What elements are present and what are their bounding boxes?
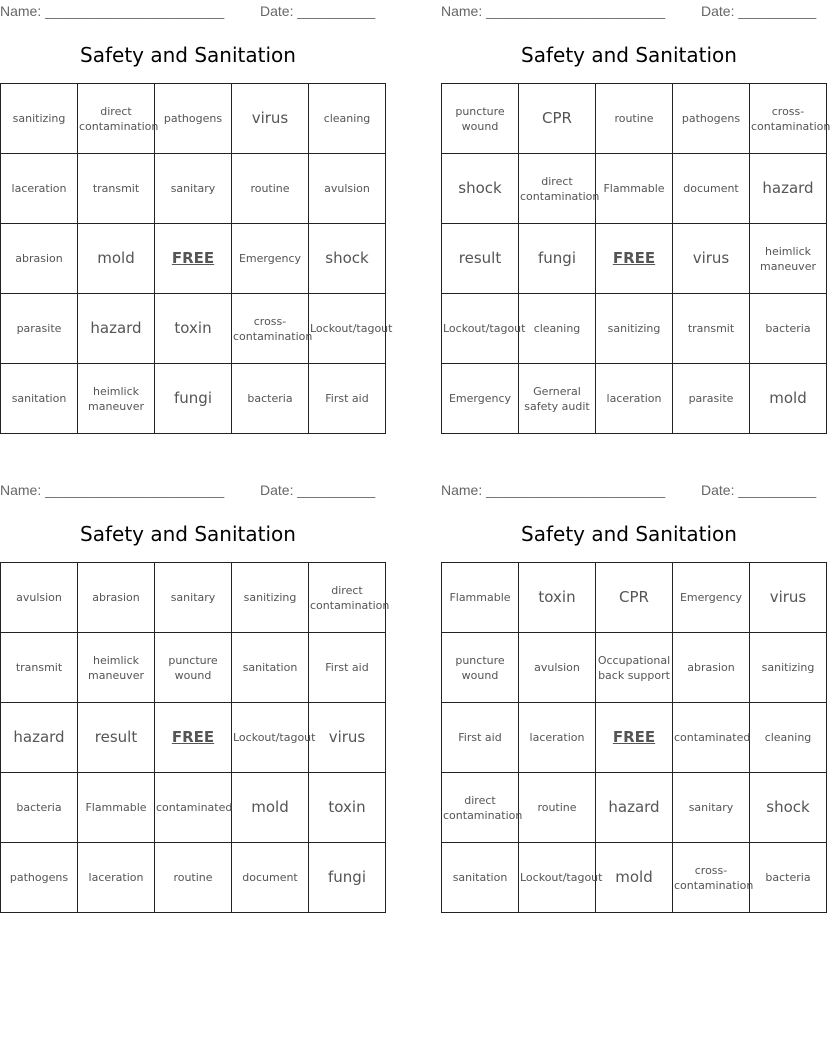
bingo-grid: [0, 83, 393, 434]
bingo-cell: bacteria: [750, 294, 827, 364]
grid-row: [1, 633, 386, 703]
name-field-label: Name: _______________________: [0, 3, 225, 19]
bingo-cell: puncture wound: [442, 84, 519, 154]
bingo-card-3: [0, 479, 390, 886]
bingo-cell: First aid: [309, 364, 386, 434]
grid-row: [442, 563, 827, 633]
bingo-cell: mold: [232, 773, 309, 843]
grid-row: [1, 294, 386, 364]
bingo-cell: laceration: [1, 154, 78, 224]
card-title: Safety and Sanitation: [521, 522, 737, 546]
bingo-cell: sanitary: [673, 773, 750, 843]
date-field-label: Date: __________: [701, 482, 817, 498]
bingo-cell: bacteria: [232, 364, 309, 434]
bingo-cell: Lockout/tagout: [442, 294, 519, 364]
card-header: [441, 0, 817, 22]
bingo-cell: Flammable: [596, 154, 673, 224]
bingo-cell: heimlick maneuver: [78, 633, 155, 703]
bingo-cell: sanitary: [155, 563, 232, 633]
card-title: Safety and Sanitation: [521, 43, 737, 67]
grid-row: [442, 633, 827, 703]
name-field-label: Name: _______________________: [441, 482, 666, 498]
bingo-cell: sanitation: [232, 633, 309, 703]
bingo-cell: direct contamination: [442, 773, 519, 843]
date-field-label: Date: __________: [260, 482, 376, 498]
bingo-cell: parasite: [673, 364, 750, 434]
bingo-cell: puncture wound: [155, 633, 232, 703]
bingo-cell: mold: [78, 224, 155, 294]
name-field-label: Name: _______________________: [0, 482, 225, 498]
bingo-cell: fungi: [155, 364, 232, 434]
grid-row: [1, 84, 386, 154]
bingo-cell: pathogens: [673, 84, 750, 154]
bingo-cell: cleaning: [519, 294, 596, 364]
bingo-cell: bacteria: [750, 843, 827, 913]
bingo-cell: sanitation: [1, 364, 78, 434]
bingo-card-2: [441, 0, 830, 413]
grid-row: [442, 843, 827, 913]
bingo-cell: sanitizing: [596, 294, 673, 364]
bingo-cell: virus: [673, 224, 750, 294]
bingo-card-4: [441, 479, 817, 892]
bingo-cell: laceration: [519, 703, 596, 773]
card-header: [0, 479, 376, 501]
free-space-cell: FREE: [596, 224, 673, 294]
card-title: Safety and Sanitation: [80, 43, 296, 67]
free-space-cell: FREE: [155, 703, 232, 773]
bingo-cell: hazard: [750, 154, 827, 224]
bingo-cell: sanitation: [442, 843, 519, 913]
bingo-grid: [0, 562, 390, 913]
bingo-cell: abrasion: [673, 633, 750, 703]
bingo-cell: transmit: [1, 633, 78, 703]
grid-row: [1, 843, 386, 913]
bingo-cell: hazard: [78, 294, 155, 364]
bingo-cell: sanitizing: [750, 633, 827, 703]
bingo-cell: avulsion: [519, 633, 596, 703]
bingo-grid: [441, 83, 830, 434]
bingo-cell: sanitizing: [1, 84, 78, 154]
grid-row: [1, 364, 386, 434]
grid-row: [1, 563, 386, 633]
bingo-cell: document: [232, 843, 309, 913]
bingo-cell: fungi: [309, 843, 386, 913]
bingo-cell: virus: [750, 563, 827, 633]
card-title: Safety and Sanitation: [80, 522, 296, 546]
bingo-cell: avulsion: [309, 154, 386, 224]
bingo-cell: sanitary: [155, 154, 232, 224]
bingo-cell: Lockout/tagout: [519, 843, 596, 913]
bingo-cell: cleaning: [750, 703, 827, 773]
bingo-cell: abrasion: [1, 224, 78, 294]
bingo-cell: CPR: [596, 563, 673, 633]
bingo-cell: shock: [750, 773, 827, 843]
bingo-cell: shock: [442, 154, 519, 224]
bingo-cell: Lockout/tagout: [232, 703, 309, 773]
bingo-cell: First aid: [442, 703, 519, 773]
bingo-cell: First aid: [309, 633, 386, 703]
name-field-label: Name: _______________________: [441, 3, 666, 19]
grid-row: [442, 154, 827, 224]
grid-row: [442, 84, 827, 154]
bingo-cell: pathogens: [155, 84, 232, 154]
bingo-cell: laceration: [596, 364, 673, 434]
bingo-cell: toxin: [155, 294, 232, 364]
bingo-cell: pathogens: [1, 843, 78, 913]
bingo-cell: shock: [309, 224, 386, 294]
bingo-cell: document: [673, 154, 750, 224]
bingo-cell: Flammable: [78, 773, 155, 843]
bingo-cell: routine: [519, 773, 596, 843]
bingo-cell: cross-contamination: [750, 84, 827, 154]
bingo-cell: direct contamination: [309, 563, 386, 633]
free-space-cell: FREE: [155, 224, 232, 294]
bingo-cell: avulsion: [1, 563, 78, 633]
bingo-cell: Emergency: [232, 224, 309, 294]
bingo-cell: transmit: [673, 294, 750, 364]
date-field-label: Date: __________: [701, 3, 817, 19]
bingo-cell: Lockout/tagout: [309, 294, 386, 364]
bingo-cell: hazard: [1, 703, 78, 773]
bingo-cell: sanitizing: [232, 563, 309, 633]
bingo-card-1: [0, 0, 393, 413]
card-header: [441, 479, 817, 501]
bingo-cell: fungi: [519, 224, 596, 294]
grid-row: [1, 773, 386, 843]
bingo-cell: cleaning: [309, 84, 386, 154]
bingo-cell: mold: [750, 364, 827, 434]
bingo-cell: contaminated: [673, 703, 750, 773]
grid-row: [1, 224, 386, 294]
bingo-cell: virus: [232, 84, 309, 154]
bingo-cell: abrasion: [78, 563, 155, 633]
grid-row: [442, 294, 827, 364]
bingo-cell: puncture wound: [442, 633, 519, 703]
bingo-cell: virus: [309, 703, 386, 773]
bingo-cell: Gerneral safety audit: [519, 364, 596, 434]
bingo-cell: hazard: [596, 773, 673, 843]
bingo-cell: contaminated: [155, 773, 232, 843]
free-space-cell: FREE: [596, 703, 673, 773]
bingo-cell: direct contamination: [519, 154, 596, 224]
bingo-cell: heimlick maneuver: [78, 364, 155, 434]
card-header: [0, 0, 376, 22]
bingo-grid: [441, 562, 827, 913]
bingo-cell: heimlick maneuver: [750, 224, 827, 294]
bingo-cell: cross-contamination: [673, 843, 750, 913]
bingo-cell: cross-contamination: [232, 294, 309, 364]
bingo-cell: routine: [155, 843, 232, 913]
bingo-cell: Occupational back support: [596, 633, 673, 703]
grid-row: [1, 703, 386, 773]
bingo-cell: toxin: [309, 773, 386, 843]
bingo-cell: mold: [596, 843, 673, 913]
bingo-cell: parasite: [1, 294, 78, 364]
bingo-cell: Emergency: [673, 563, 750, 633]
bingo-cell: direct contamination: [78, 84, 155, 154]
grid-row: [442, 773, 827, 843]
bingo-cell: Flammable: [442, 563, 519, 633]
bingo-cell: Emergency: [442, 364, 519, 434]
bingo-cell: result: [78, 703, 155, 773]
grid-row: [442, 703, 827, 773]
bingo-cell: CPR: [519, 84, 596, 154]
bingo-cell: routine: [596, 84, 673, 154]
bingo-cell: laceration: [78, 843, 155, 913]
grid-row: [442, 364, 827, 434]
bingo-cell: result: [442, 224, 519, 294]
grid-row: [1, 154, 386, 224]
bingo-cell: toxin: [519, 563, 596, 633]
bingo-cell: bacteria: [1, 773, 78, 843]
bingo-cell: routine: [232, 154, 309, 224]
bingo-cell: transmit: [78, 154, 155, 224]
grid-row: [442, 224, 827, 294]
date-field-label: Date: __________: [260, 3, 376, 19]
